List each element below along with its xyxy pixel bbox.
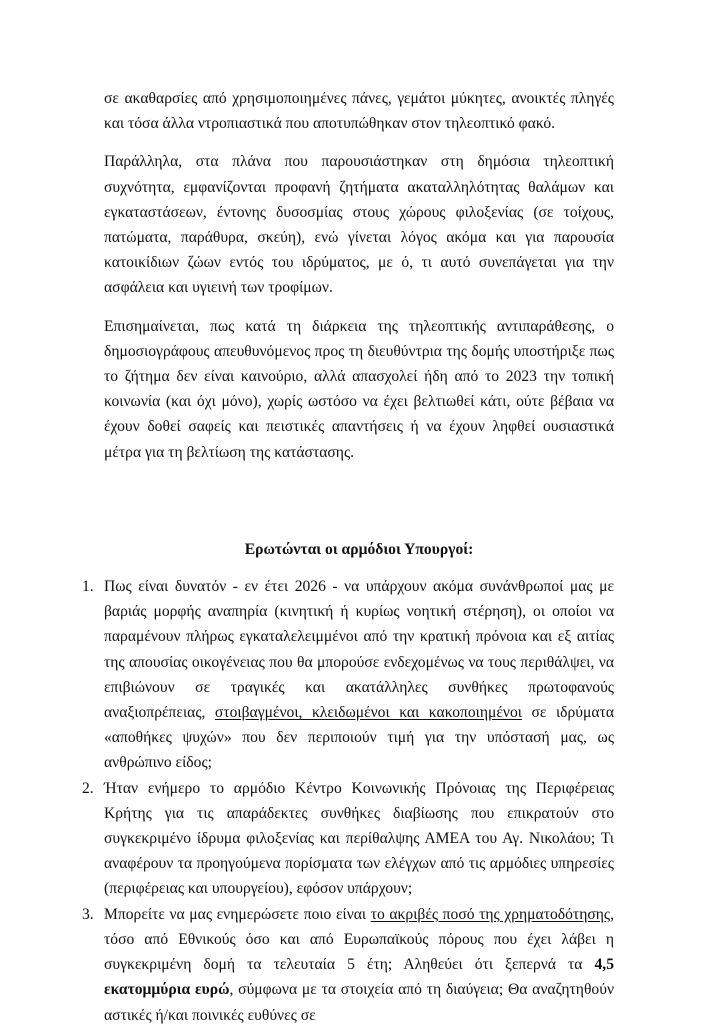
- question-text: σε ιδρύματα «αποθήκες ψυχών» που δεν περιποιούν τιμή για την υπόστασή μας, ως ανθρώπινο είδος;: [104, 704, 614, 772]
- bold-amount: 4,5 εκατομμύρια ευρώ: [104, 956, 614, 999]
- underlined-text: το ακριβές ποσό της χρηματοδότησης: [370, 905, 611, 923]
- question-item-3: [82, 902, 614, 1028]
- questions-heading: Ερωτώνται οι αρμόδιοι Υπουργοί:: [244, 540, 474, 558]
- question-number: 2.: [82, 779, 94, 797]
- question-text: , τόσο από Εθνικούς όσο και από Ευρωπαϊκούς πόρους που έχει λάβει η συγκεκριμένη δομή τα τελευταία 5 έτη; Αληθεύει ότι ξεπερνά τα: [104, 905, 614, 974]
- question-text: , σύμφωνα με τα στοιχεία από τη διαύγεια; Θα αναζητηθούν αστικές ή/και ποινικές ευθύνες σε: [104, 981, 614, 1024]
- paragraph-continuation: σε ακαθαρσίες από χρησιμοποιημένες πάνες, γεμάτοι μύκητες, ανοικτές πληγές και τόσα άλλα ντροπιαστικά που αποτυπώθηκαν στον τηλεοπτικό φακό.: [104, 90, 614, 133]
- question-text: Μπορείτε να μας ενημερώσετε ποιο είναι: [104, 905, 371, 923]
- questions-list: [82, 574, 614, 1028]
- underlined-text: στοιβαγμένοι, κλειδωμένοι και κακοποιημένοι: [214, 704, 522, 722]
- paragraph-footage-description: Παράλληλα, στα πλάνα που παρουσιάστηκαν στη δημόσια τηλεοπτική συχνότητα, εμφανίζονται προφανή ζητήματα ακαταλληλότητας θαλάμων και εγκαταστάσεων, έντονης δυσοσμίας στους χώρους φιλοξενίας (σε τοίχους, πατώματα, παράθυρα, σκεύη), ενώ γίνεται λόγος ακόμα και για παρουσία κατοικίδιων ζώων εντός του ιδρύματος, με ό, τι αυτό συνεπάγεται για την ασφάλεια και υγιεινή των τροφίμων.: [104, 153, 614, 297]
- document-page: [82, 86, 614, 1028]
- question-item-2: [82, 776, 614, 902]
- question-item-1: [82, 574, 614, 776]
- question-number: 3.: [82, 905, 94, 923]
- question-number: 1.: [82, 578, 94, 596]
- question-text: Πως είναι δυνατόν - εν έτει 2026 - να υπάρχουν ακόμα συνάνθρωποί μας με βαριάς μορφής αναπηρία (κινητική ή κυρίως νοητική στέρηση), οι οποίοι να παραμένουν πλήρως εγκαταλελειμμένοι από την κρατική πρόνοια και εξ αιτίας της απουσίας οικογένειας που θα μπορούσε ενδεχομένως να τους περιθάλψει, να επιβιώνουν σε τραγικές και ακατάλληλες συνθήκες πρωτοφανούς αναξιοπρέπειας,: [104, 578, 614, 722]
- paragraph-tv-debate: Επισημαίνεται, πως κατά τη διάρκεια της τηλεοπτικής αντιπαράθεσης, ο δημοσιογράφους απευθυνόμενος προς τη διευθύντρια της δομής υποστήριξε πως το ζήτημα δεν είναι καινούριο, αλλά απασχολεί ήδη από το 2023 την τοπική κοινωνία (και όχι μόνο), χωρίς ωστόσο να έχει βελτιωθεί κάτι, ούτε βέβαια να έχουν δοθεί σαφείς και πειστικές απαντήσεις ή να έχουν ληφθεί ουσιαστικά μέτρα για τη βελτίωση της κατάστασης.: [104, 317, 614, 461]
- question-text: Ήταν ενήμερο το αρμόδιο Κέντρο Κοινωνικής Πρόνοιας της Περιφέρειας Κρήτης για τις απαράδεκτες συνθήκες διαβίωσης που επικρατούν στο συγκεκριμένο ίδρυμα φιλοξενίας και περίθαλψης ΑΜΕΑ του Αγ. Νικολάου; Τι αναφέρουν τα προηγούμενα πορίσματα των ελέγχων από τις αρμόδιες υπηρεσίες (περιφέρειας και υπουργείου), εφόσον υπάρχουν;: [104, 779, 614, 898]
